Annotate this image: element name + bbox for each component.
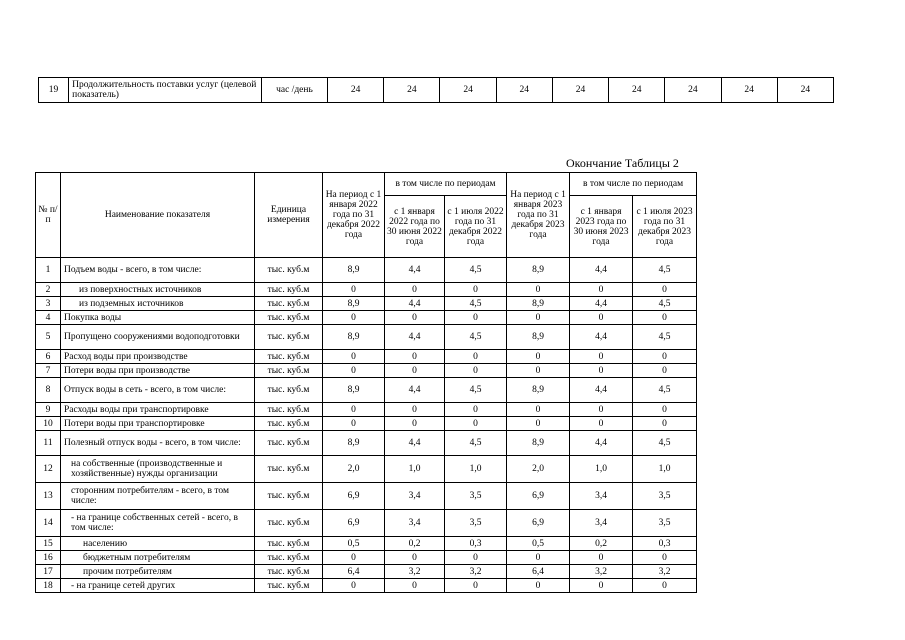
header-num: № п/п (36, 173, 61, 258)
table-row (36, 483, 697, 510)
row-number: 4 (36, 311, 61, 325)
value-cell: 24 (721, 78, 777, 103)
row-unit: тыс. куб.м (255, 364, 323, 378)
value-cell: 0 (633, 417, 697, 431)
table-row (36, 551, 697, 565)
value-cell: 6,9 (507, 510, 570, 537)
value-cell: 0 (445, 311, 507, 325)
row-number: 8 (36, 378, 61, 403)
value-cell: 3,5 (633, 510, 697, 537)
value-cell: 6,4 (507, 565, 570, 579)
row-name: из поверхностных источников (61, 283, 255, 297)
value-cell: 0,2 (385, 537, 445, 551)
value-cell: 4,5 (445, 378, 507, 403)
value-cell: 0 (323, 283, 385, 297)
row-name: Отпуск воды в сеть - всего, в том числе: (61, 378, 255, 403)
value-cell: 1,0 (445, 456, 507, 483)
value-cell: 24 (777, 78, 833, 103)
value-cell: 0 (385, 364, 445, 378)
value-cell: 8,9 (507, 431, 570, 456)
row-name: Потери воды при производстве (61, 364, 255, 378)
table-row (39, 78, 834, 103)
value-cell: 0 (323, 350, 385, 364)
value-cell: 2,0 (323, 456, 385, 483)
table-row (36, 537, 697, 551)
value-cell: 8,9 (507, 378, 570, 403)
header-name: Наименование показателя (61, 173, 255, 258)
row-unit: тыс. куб.м (255, 283, 323, 297)
value-cell: 4,5 (633, 325, 697, 350)
row-number: 7 (36, 364, 61, 378)
value-cell: 0 (385, 579, 445, 593)
value-cell: 3,2 (445, 565, 507, 579)
table-row (36, 258, 697, 283)
row-name: прочим потребителям (61, 565, 255, 579)
row-unit: тыс. куб.м (255, 456, 323, 483)
value-cell: 3,5 (445, 510, 507, 537)
value-cell: 0 (385, 551, 445, 565)
row-number: 12 (36, 456, 61, 483)
value-cell: 6,9 (507, 483, 570, 510)
value-cell: 0 (633, 403, 697, 417)
header-incl-2022: в том числе по периодам (385, 173, 507, 196)
value-cell: 8,9 (323, 431, 385, 456)
value-cell: 4,4 (570, 431, 633, 456)
value-cell: 4,5 (633, 297, 697, 311)
row-unit: тыс. куб.м (255, 579, 323, 593)
value-cell: 3,2 (385, 565, 445, 579)
row-name: Пропущено сооружениями водоподготовки (61, 325, 255, 350)
table-row (36, 364, 697, 378)
value-cell: 0 (507, 417, 570, 431)
value-cell: 0 (633, 364, 697, 378)
table-row (36, 311, 697, 325)
row-unit: тыс. куб.м (255, 565, 323, 579)
header-h2-2023: с 1 июля 2023 года по 31 декабря 2023 года (633, 196, 697, 258)
table-row (36, 510, 697, 537)
table-row (36, 431, 697, 456)
value-cell: 2,0 (507, 456, 570, 483)
row-unit: тыс. куб.м (255, 551, 323, 565)
value-cell: 4,4 (570, 258, 633, 283)
row-name: Продолжительность поставки услуг (целевой показатель) (69, 78, 262, 103)
value-cell: 4,5 (445, 297, 507, 311)
value-cell: 24 (328, 78, 384, 103)
value-cell: 0 (507, 551, 570, 565)
value-cell: 24 (384, 78, 440, 103)
row-unit: час /день (261, 78, 327, 103)
row-number: 2 (36, 283, 61, 297)
header-unit: Единица измерения (255, 173, 323, 258)
value-cell: 0 (570, 364, 633, 378)
value-cell: 4,4 (385, 297, 445, 311)
value-cell: 0 (323, 364, 385, 378)
value-cell: 0 (445, 403, 507, 417)
value-cell: 0 (507, 283, 570, 297)
value-cell: 3,2 (570, 565, 633, 579)
row-unit: тыс. куб.м (255, 483, 323, 510)
row-unit: тыс. куб.м (255, 350, 323, 364)
row-number: 14 (36, 510, 61, 537)
value-cell: 0 (633, 551, 697, 565)
value-cell: 24 (440, 78, 496, 103)
table-row (36, 297, 697, 311)
value-cell: 0 (570, 403, 633, 417)
value-cell: 0 (507, 403, 570, 417)
row-unit: тыс. куб.м (255, 325, 323, 350)
row-name: Расход воды при производстве (61, 350, 255, 364)
value-cell: 0 (570, 579, 633, 593)
header-h2-2022: с 1 июля 2022 года по 31 декабря 2022 года (445, 196, 507, 258)
row-number: 6 (36, 350, 61, 364)
value-cell: 0 (385, 350, 445, 364)
value-cell: 0 (323, 403, 385, 417)
row-number: 16 (36, 551, 61, 565)
value-cell: 24 (552, 78, 608, 103)
value-cell: 0 (385, 403, 445, 417)
value-cell: 1,0 (633, 456, 697, 483)
value-cell: 0 (385, 311, 445, 325)
row-unit: тыс. куб.м (255, 510, 323, 537)
value-cell: 0 (445, 350, 507, 364)
value-cell: 0 (507, 311, 570, 325)
top-table (38, 77, 834, 103)
value-cell: 4,5 (445, 431, 507, 456)
value-cell: 0 (445, 283, 507, 297)
value-cell: 3,4 (570, 483, 633, 510)
row-unit: тыс. куб.м (255, 417, 323, 431)
header-incl-2023: в том числе по периодам (570, 173, 697, 196)
row-name: Расходы воды при транспортировке (61, 403, 255, 417)
value-cell: 3,4 (385, 483, 445, 510)
row-number: 17 (36, 565, 61, 579)
row-number: 11 (36, 431, 61, 456)
table-row (36, 456, 697, 483)
header-h1-2023: с 1 января 2023 года по 30 июня 2023 года (570, 196, 633, 258)
value-cell: 4,5 (633, 258, 697, 283)
value-cell: 0,5 (507, 537, 570, 551)
row-name: населению (61, 537, 255, 551)
value-cell: 8,9 (323, 325, 385, 350)
value-cell: 4,4 (570, 378, 633, 403)
row-unit: тыс. куб.м (255, 537, 323, 551)
value-cell: 0 (445, 364, 507, 378)
row-unit: тыс. куб.м (255, 297, 323, 311)
row-number: 9 (36, 403, 61, 417)
value-cell: 0 (633, 350, 697, 364)
table-row (36, 403, 697, 417)
value-cell: 6,4 (323, 565, 385, 579)
row-number: 13 (36, 483, 61, 510)
value-cell: 0 (570, 350, 633, 364)
row-name: Потери воды при транспортировке (61, 417, 255, 431)
value-cell: 0 (445, 417, 507, 431)
row-unit: тыс. куб.м (255, 403, 323, 417)
value-cell: 6,9 (323, 483, 385, 510)
table-body (36, 258, 697, 593)
value-cell: 0 (445, 579, 507, 593)
row-name: сторонним потребителям - всего, в том числе: (61, 483, 255, 510)
header-period-2023: На период с 1 января 2023 года по 31 декабря 2023 года (507, 173, 570, 258)
value-cell: 0 (323, 551, 385, 565)
row-number: 19 (39, 78, 69, 103)
value-cell: 0 (385, 417, 445, 431)
header-h1-2022: с 1 января 2022 года по 30 июня 2022 года (385, 196, 445, 258)
value-cell: 0 (633, 311, 697, 325)
value-cell: 4,5 (445, 258, 507, 283)
row-name: Покупка воды (61, 311, 255, 325)
value-cell: 0 (507, 579, 570, 593)
value-cell: 4,4 (570, 325, 633, 350)
table-caption: Окончание Таблицы 2 (566, 156, 679, 170)
row-unit: тыс. куб.м (255, 311, 323, 325)
value-cell: 0,5 (323, 537, 385, 551)
row-number: 3 (36, 297, 61, 311)
table-row (36, 378, 697, 403)
row-name: Полезный отпуск воды - всего, в том числе: (61, 431, 255, 456)
value-cell: 3,4 (570, 510, 633, 537)
value-cell: 3,4 (385, 510, 445, 537)
value-cell: 6,9 (323, 510, 385, 537)
row-unit: тыс. куб.м (255, 258, 323, 283)
row-name: - на границе собственных сетей - всего, в том числе: (61, 510, 255, 537)
table-row (36, 565, 697, 579)
value-cell: 8,9 (323, 258, 385, 283)
value-cell: 0 (323, 311, 385, 325)
value-cell: 24 (496, 78, 552, 103)
value-cell: 4,4 (385, 325, 445, 350)
value-cell: 4,4 (385, 378, 445, 403)
row-name: Подъем воды - всего, в том числе: (61, 258, 255, 283)
value-cell: 8,9 (323, 378, 385, 403)
value-cell: 0 (570, 417, 633, 431)
value-cell: 4,4 (385, 431, 445, 456)
value-cell: 0 (570, 551, 633, 565)
value-cell: 4,4 (385, 258, 445, 283)
table-row (36, 283, 697, 297)
value-cell: 8,9 (507, 325, 570, 350)
row-number: 1 (36, 258, 61, 283)
value-cell: 3,5 (633, 483, 697, 510)
table-row (36, 350, 697, 364)
value-cell: 0 (570, 311, 633, 325)
value-cell: 4,5 (633, 431, 697, 456)
value-cell: 0 (507, 350, 570, 364)
row-name: из подземных источников (61, 297, 255, 311)
row-number: 5 (36, 325, 61, 350)
value-cell: 8,9 (323, 297, 385, 311)
header-row (36, 173, 697, 196)
row-name: - на границе сетей других (61, 579, 255, 593)
table-row (36, 325, 697, 350)
value-cell: 4,4 (570, 297, 633, 311)
value-cell: 0 (570, 283, 633, 297)
value-cell: 1,0 (385, 456, 445, 483)
main-table (35, 172, 697, 593)
value-cell: 1,0 (570, 456, 633, 483)
value-cell: 0,2 (570, 537, 633, 551)
value-cell: 8,9 (507, 297, 570, 311)
value-cell: 0 (323, 417, 385, 431)
value-cell: 0,3 (633, 537, 697, 551)
row-number: 10 (36, 417, 61, 431)
row-name: на собственные (производственные и хозяйственные) нужды организации (61, 456, 255, 483)
value-cell: 0 (633, 283, 697, 297)
header-period-2022: На период с 1 января 2022 года по 31 декабря 2022 года (323, 173, 385, 258)
value-cell: 0 (507, 364, 570, 378)
row-unit: тыс. куб.м (255, 431, 323, 456)
value-cell: 3,2 (633, 565, 697, 579)
value-cell: 0 (445, 551, 507, 565)
table-row (36, 417, 697, 431)
value-cell: 3,5 (445, 483, 507, 510)
value-cell: 4,5 (445, 325, 507, 350)
table-row (36, 579, 697, 593)
value-cell: 4,5 (633, 378, 697, 403)
row-name: бюджетным потребителям (61, 551, 255, 565)
value-cell: 0 (633, 579, 697, 593)
value-cell: 0 (385, 283, 445, 297)
row-number: 18 (36, 579, 61, 593)
value-cell: 24 (609, 78, 665, 103)
value-cell: 8,9 (507, 258, 570, 283)
row-unit: тыс. куб.м (255, 378, 323, 403)
row-number: 15 (36, 537, 61, 551)
value-cell: 0 (323, 579, 385, 593)
value-cell: 24 (665, 78, 721, 103)
value-cell: 0,3 (445, 537, 507, 551)
